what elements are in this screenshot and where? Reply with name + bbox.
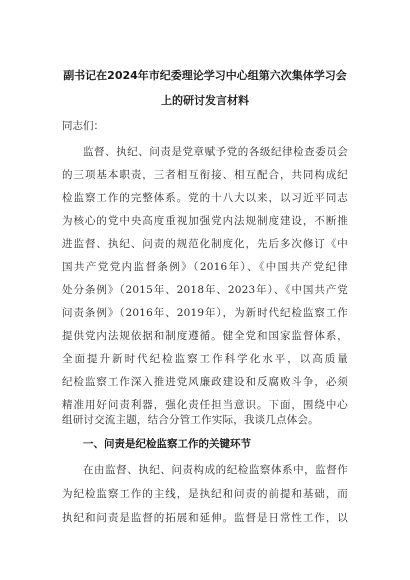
section-heading: 一、问责是纪检监察工作的关键环节 [83,438,251,450]
paragraph-1-line: 检监察工作的完整体系。党的十八大以来，以习近平同志 [62,192,348,204]
document-title-line-1: 副书记在2024年市纪委理论学习中心组第六次集体学习会 [63,69,347,82]
document-title-line-2: 上的研讨发言材料 [161,94,249,107]
paragraph-1-line: 国共产党党内监督条例》（2016年）、《中国共产党纪律 [62,261,348,273]
salutation: 同志们： [62,120,104,132]
paragraph-1-line: 监督、执纪、问责是党章赋予党的各级纪律检查委员会 [83,146,348,158]
paragraph-1-line: 全面提升新时代纪检监察工作科学化水平，以高质量 [62,353,348,365]
paragraph-1-line: 进监督、执纪、问责的规范化制度化，先后多次修订《中 [62,238,348,250]
paragraph-1-line: 问责条例》（2016年、2019年），为新时代纪检监察工作 [62,307,348,319]
paragraph-1-line: 的三项基本职责，三者相互衔接、相互配合，共同构成纪 [62,169,348,181]
paragraph-1-line: 组研讨交流主题，结合分管工作实际，我谈几点体会。 [62,414,319,426]
paragraph-1-line: 为核心的党中央高度重视加强党内法规制度建设，不断推 [62,215,348,227]
paragraph-2-line: 在由监督、执纪、问责构成的纪检监察体系中，监督作 [83,464,348,476]
paragraph-1-line: 精准用好问责利器，强化责任担当意识。下面，围绕中心 [62,399,348,411]
paragraph-1-line: 处分条例》（2015年、2018年、2023年）、《中国共产党 [62,284,348,296]
paragraph-1-line: 提供党内法规依据和制度遵循。健全党和国家监督体系， [62,330,348,342]
paragraph-2-line: 执纪和问责是监督的拓展和延伸。监督是日常性工作，以 [62,512,348,524]
paragraph-2-line: 为纪检监察工作的主线，是执纪和问责的前提和基础，而 [62,488,348,500]
paragraph-1-line: 纪检监察工作深入推进党风廉政建设和反腐败斗争，必须 [62,376,348,388]
